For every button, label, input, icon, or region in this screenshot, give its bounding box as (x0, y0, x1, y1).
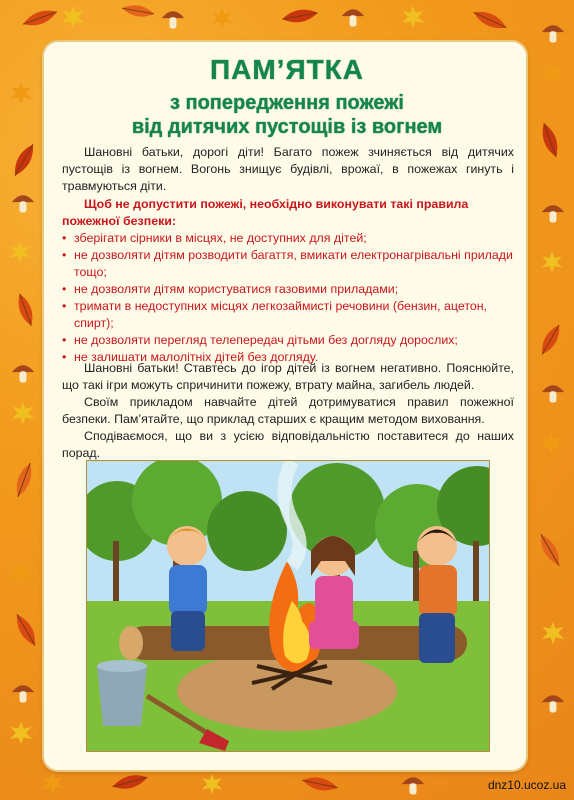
closing-paragraph: Сподіваємося, що ви з усією відповідальністю поставитеся до наших порад. (62, 429, 514, 460)
rule-item: • зберігати сірники в місцях, не доступних для дітей; (62, 230, 514, 247)
rules-lead: Щоб не допустити пожежі, необхідно виконувати такі правила пожежної безпеки: (62, 197, 469, 228)
rule-item: • не дозволяти дітям розводити багаття, вмикати електронагрівальні прилади тощо; (62, 247, 514, 281)
parents-paragraph: Шановні батьки! Ставтесь до ігор дітей із вогнем негативно. Пояснюйте, що такі ігри можуть спричинити пожежу, втрату майна, загибель людей. (62, 361, 514, 392)
memo-subtitle-line2: від дитячих пустощів із вогнем (131, 116, 443, 138)
rule-item: • не дозволяти дітям користуватися газовими приладами; (62, 281, 514, 298)
campfire-scene-image (87, 461, 489, 751)
rule-item: • тримати в недоступних місцях легкозаймисті речовини (бензин, ацетон, спирт); (62, 298, 514, 332)
site-watermark: dnz10.ucoz.ua (487, 778, 566, 792)
example-paragraph: Своїм прикладом навчайте дітей дотримуватися правил пожежної безпеки. Пам’ятайте, що приклад старших є кращим методом виховання. (62, 395, 514, 426)
campfire-illustration (86, 460, 490, 752)
memo-title: ПАМ’ЯТКА (210, 54, 364, 85)
memo-subtitle-line1: з попередження пожежі (169, 92, 404, 114)
rule-item: • не залишати малолітніх дітей без догляду. (62, 349, 514, 366)
intro-paragraph: Шановні батьки, дорогі діти! Багато пожеж зчиняється від дитячих пустощів із вогнем. Вогонь знищує будівлі, врожаї, в пожежах гинуть і травмуються діти. (62, 145, 514, 193)
rule-item: • не дозволяти перегляд телепередач дітьми без догляду дорослих; (62, 332, 514, 349)
safety-rules-list (62, 230, 514, 366)
